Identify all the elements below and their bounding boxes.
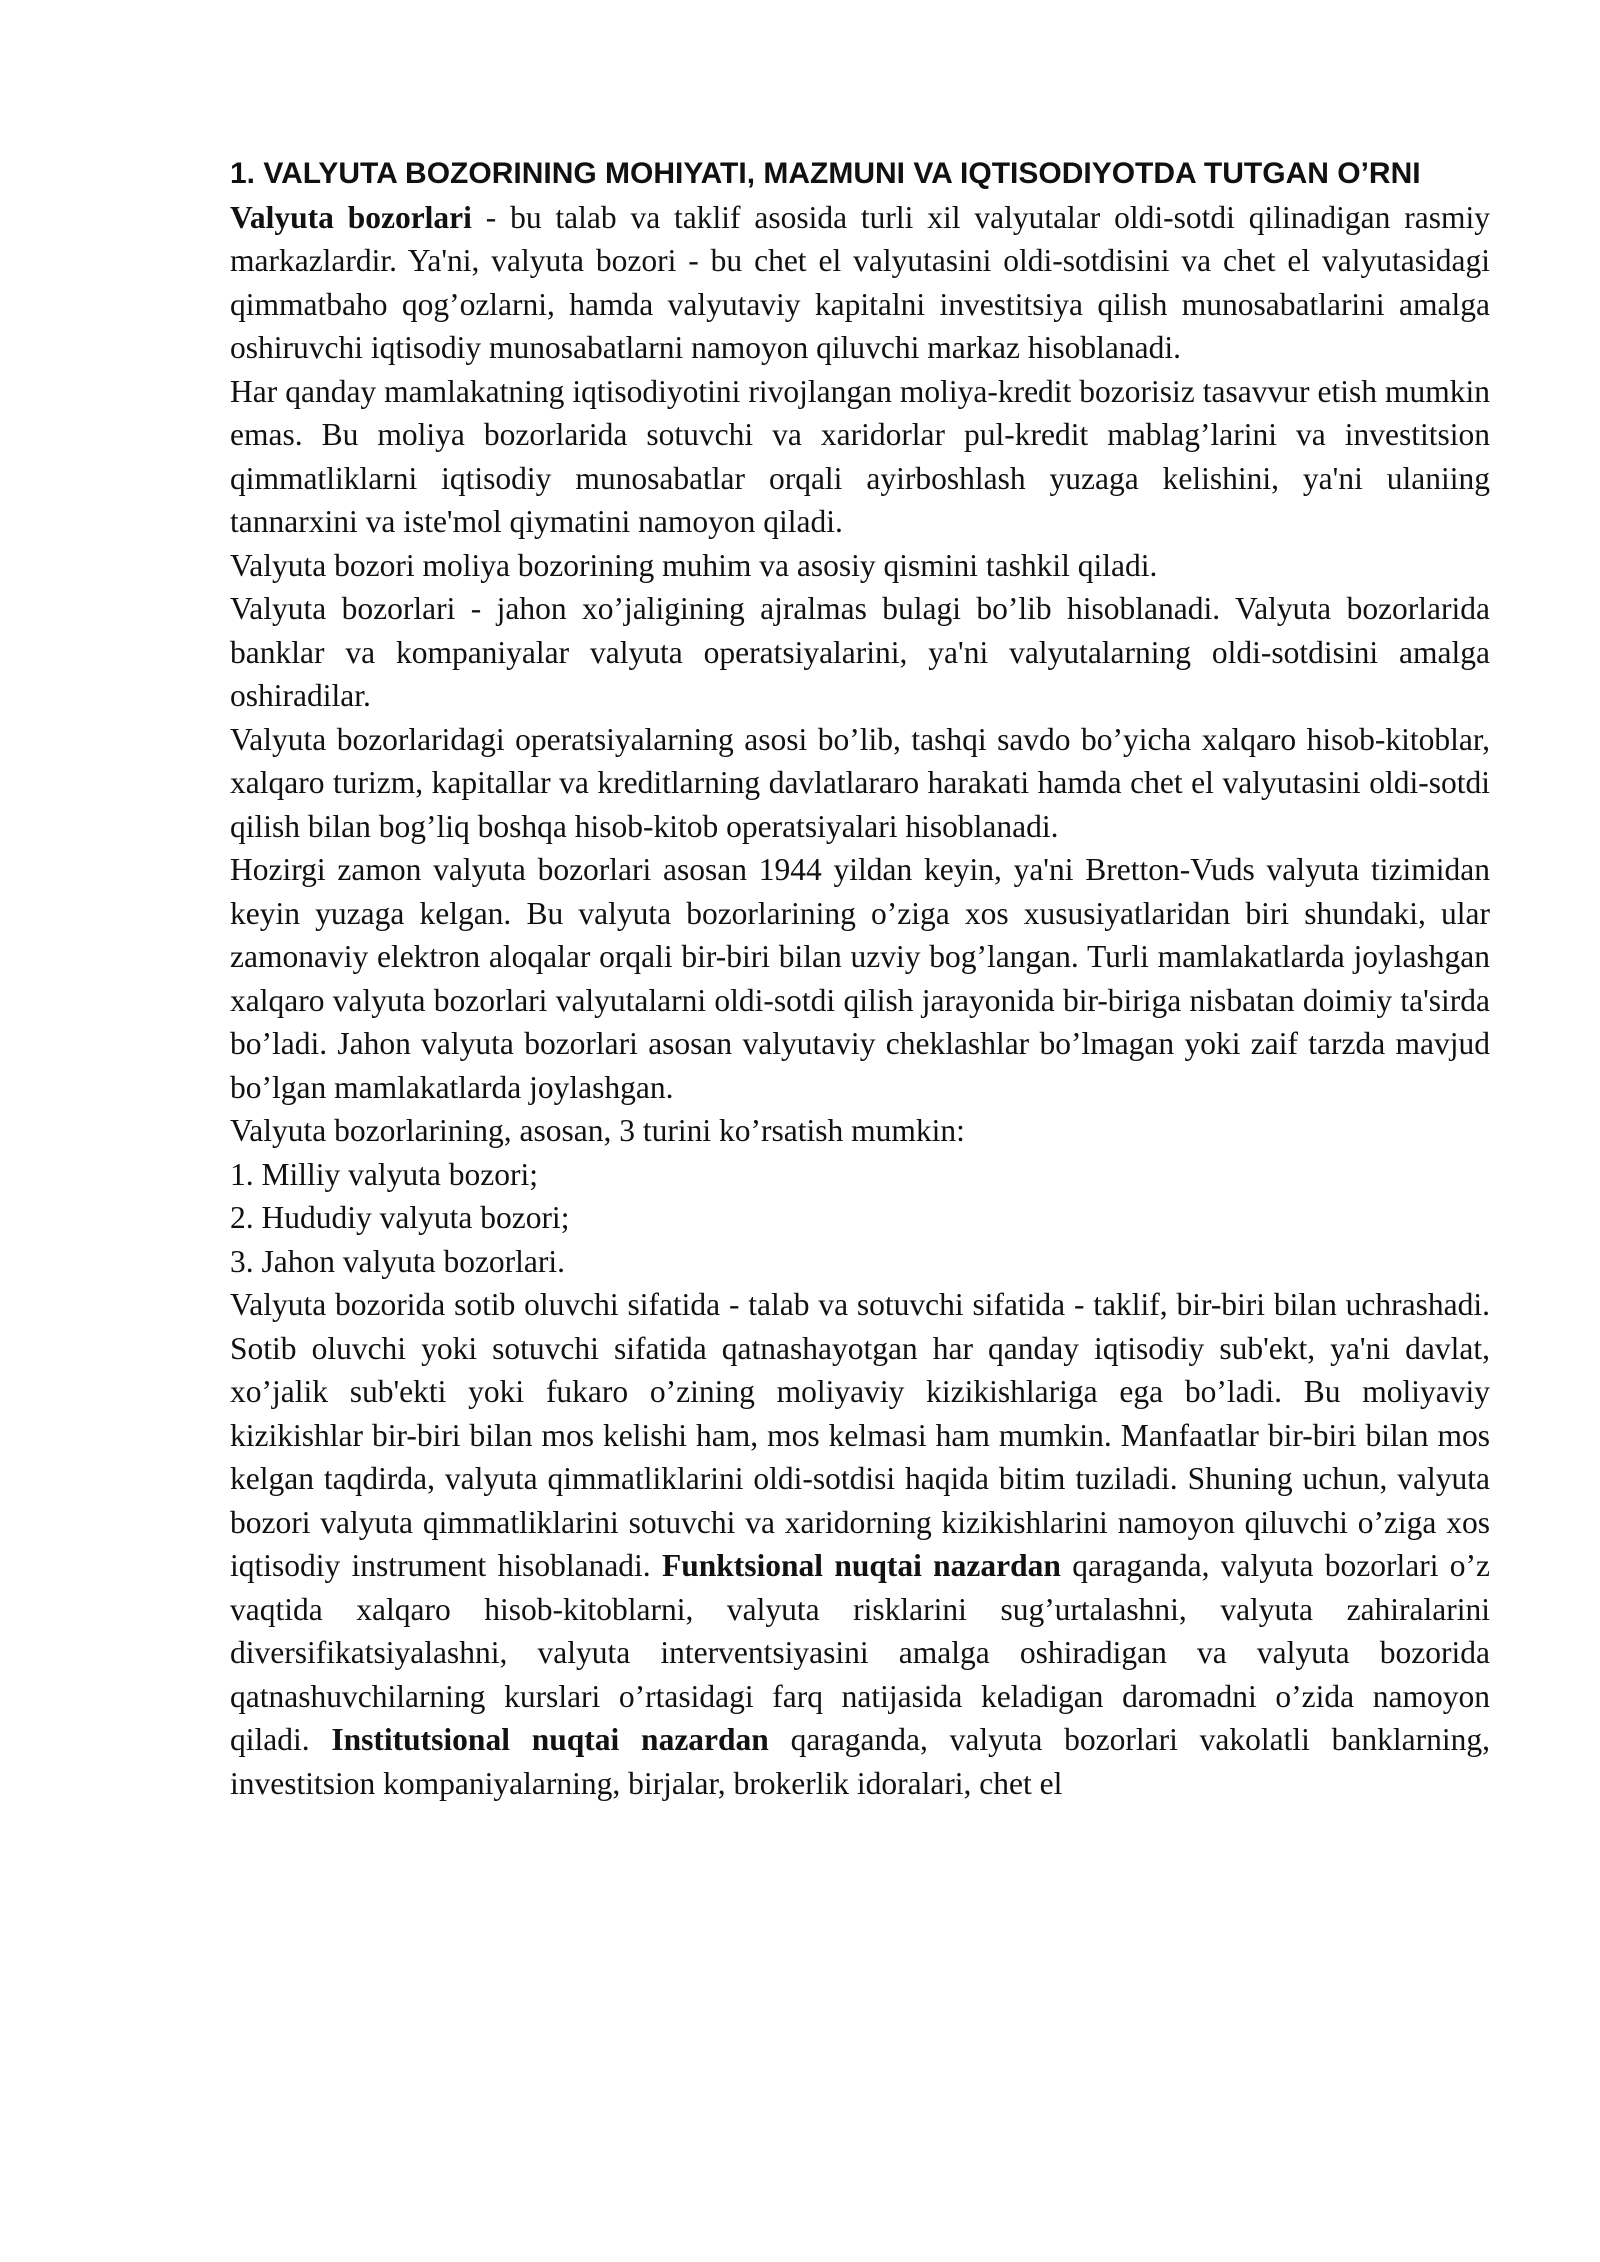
market-types-list [230,1153,1490,1284]
paragraph-jahon-xojaligi: Valyuta bozorlari - jahon xo’jaligining ajralmas bulagi bo’lib hisoblanadi. Valyuta bozorlarida banklar va kompaniyalar valyuta operatsiyalarini, ya'ni valyutalarning oldi-sotdisini amalga oshiradilar. [230,591,1490,713]
definition-text: - bu talab va taklif asosida turli xil valyutalar oldi-sotdi qilinadigan rasmiy markazlardir. Ya'ni, valyuta bozori - bu chet el valyutasini oldi-sotdisini va chet el valyutasidagi qimmatbaho qog’ozlarni, hamda valyutaviy kapitalni investitsiya qilish munosabatlarini amalga oshiruvchi iqtisodiy munosabatlarni namoyon qiluvchi markaz hisoblanadi. [230,199,1490,365]
term-institutsional: Institutsional nuqtai nazardan [331,1722,769,1757]
text-segment: qaraganda, valyuta bozorlari vakolatli banklarning, investitsion kompaniyalarning, birjalar, brokerlik idoralari, chet el [230,1722,1490,1801]
paragraph-moliya-kredit: Har qanday mamlakatning iqtisodiyotini rivojlangan moliya-kredit bozorisiz tasavvur etish mumkin emas. Bu moliya bozorlarida sotuvchi va xaridorlar pul-kredit mablag’larini va investitsion qimmatliklarni iqtisodiy munosabatlar orqali ayirboshlash yuzaga kelishini, ya'ni ulaniing tannarxini va iste'mol qiymatini namoyon qiladi. [230,373,1490,539]
paragraph-talab-taklif [230,1283,1490,1805]
list-item: 1. Milliy valyuta bozori; [230,1156,538,1192]
paragraph-definition [230,196,1490,370]
term-funktsional: Funktsional nuqtai nazardan [661,1548,1061,1583]
document-page [230,152,1490,1805]
term-valyuta-bozorlari: Valyuta bozorlari [230,199,472,235]
paragraph-operatsiyalar: Valyuta bozorlaridagi operatsiyalarning asosi bo’lib, tashqi savdo bo’yicha xalqaro hisob-kitoblar, xalqaro turizm, kapitallar va kreditlarning davlatlararo harakati hamda chet el valyutasini oldi-sotdi qilish bilan bog’liq boshqa hisob-kitob operatsiyalari hisoblanadi. [230,721,1490,844]
list-item: 3. Jahon valyuta bozorlari. [230,1243,566,1279]
paragraph-moliya-bozori: Valyuta bozori moliya bozorining muhim va asosiy qismini tashkil qiladi. [230,547,1158,583]
paragraph-turlari: Valyuta bozorlarining, asosan, 3 turini ko’rsatish mumkin: [230,1113,965,1148]
list-item: 2. Hududiy valyuta bozori; [230,1200,570,1235]
section-heading: 1. VALYUTA BOZORINING MOHIYATI, MAZMUNI VA IQTISODIYOTDA TUTGAN O’RNI [230,157,1421,190]
text-segment: Valyuta bozorida sotib oluvchi sifatida - talab va sotuvchi sifatida - taklif, bir-biri bilan uchrashadi. Sotib oluvchi yoki sotuvchi sifatida qatnashayotgan har qanday iqtisodiy sub'ekt, ya'ni davlat, xo’jalik sub'ekti yoki fukaro o’zining moliyaviy kizikishlariga ega bo’ladi. Bu moliyaviy kizikishlar bir-biri bilan mos kelishi ham, mos kelmasi ham mumkin. Manfaatlar bir-biri bilan mos kelgan taqdirda, valyuta qimmatliklarini oldi-sotdisi haqida bitim tuziladi. Shuning uchun, valyuta bozori valyuta qimmatliklarini sotuvchi va xaridorning kizikishlarini namoyon qiluvchi o’ziga xos iqtisodiy instrument hisoblanadi. [230,1287,1490,1583]
paragraph-hozirgi-zamon: Hozirgi zamon valyuta bozorlari asosan 1944 yildan keyin, ya'ni Bretton-Vuds valyuta tizimidan keyin yuzaga kelgan. Bu valyuta bozorlarining o’ziga xos xususiyatlaridan biri shundaki, ular zamonaviy elektron aloqalar orqali bir-biri bilan uzviy bog’langan. Turli mamlakatlarda joylashgan xalqaro valyuta bozorlari valyutalarni oldi-sotdi qilish jarayonida bir-biriga nisbatan doimiy ta'sirda bo’ladi. Jahon valyuta bozorlari asosan valyutaviy cheklashlar bo’lmagan yoki zaif tarzda mavjud bo’lgan mamlakatlarda joylashgan. [230,852,1490,1105]
text-segment: qaraganda, valyuta bozorlari o’z vaqtida xalqaro hisob-kitoblarni, valyuta risklarini sug’urtalashni, valyuta zahiralarini diversifikatsiyalashni, valyuta interventsiyasini amalga oshiradigan va valyuta bozorida qatnashuvchilarning kurslari o’rtasidagi farq natijasida keladigan daromadni o’zida namoyon qiladi. [230,1548,1491,1757]
